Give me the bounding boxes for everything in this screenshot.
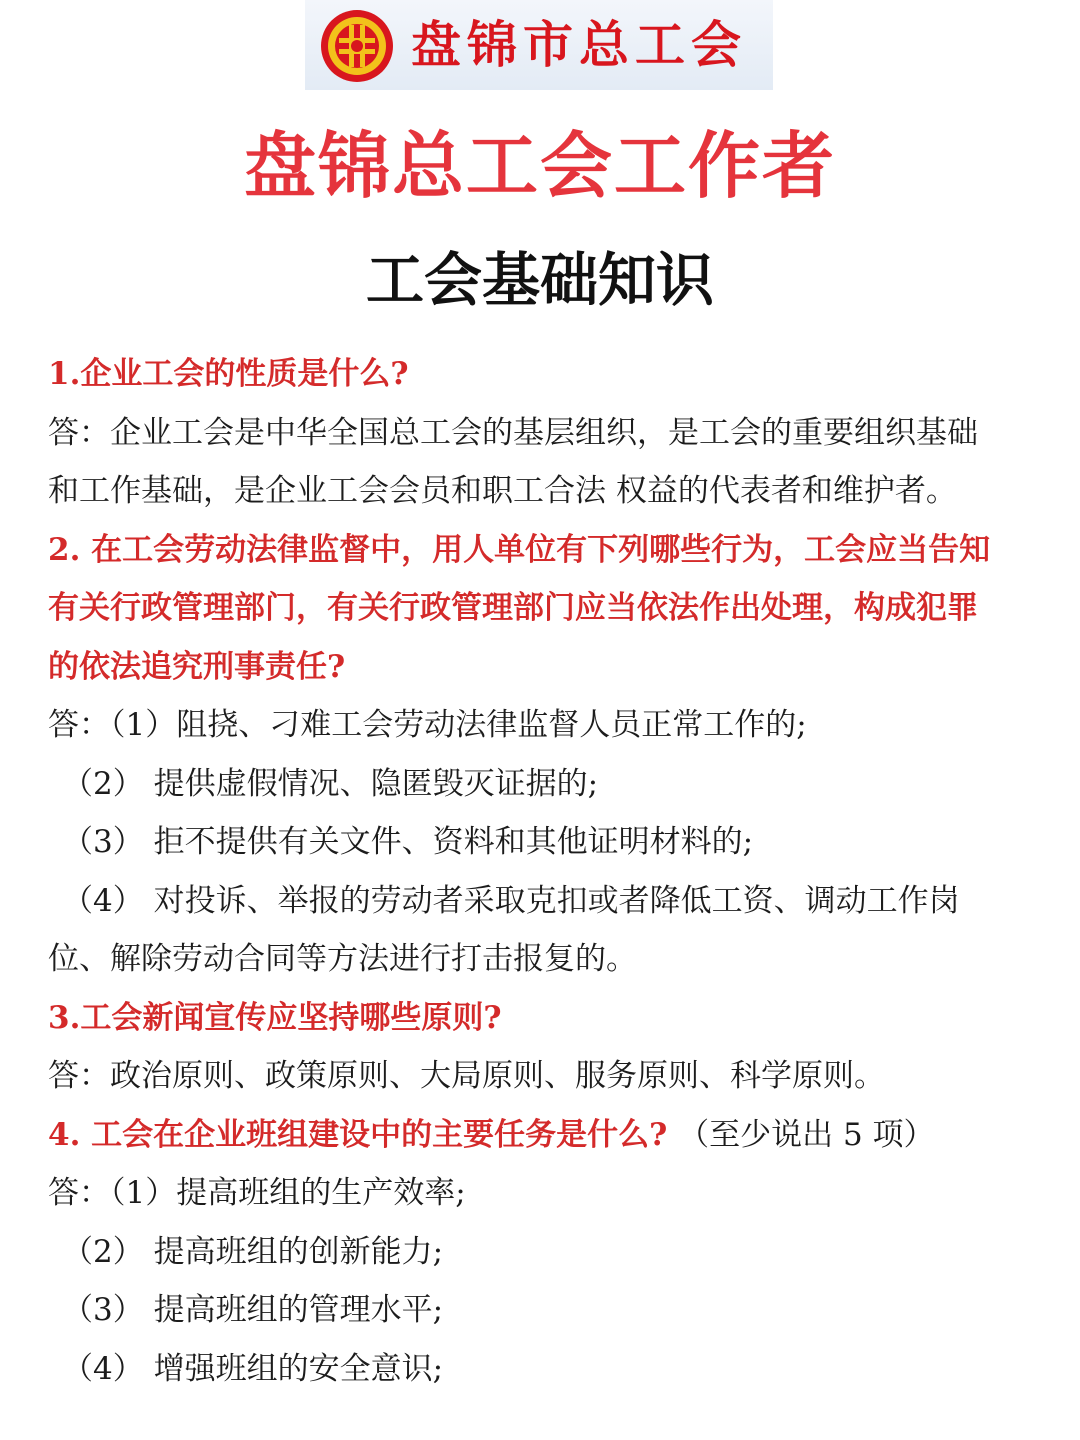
page-title: 盘锦总工会工作者 bbox=[243, 124, 836, 208]
answer-2-line-1: 答：（1）阻挠、刁难工会劳动法律监督人员正常工作的; bbox=[48, 707, 807, 743]
question-4-text: 4. 工会在企业班组建设中的主要任务是什么? bbox=[48, 1116, 668, 1153]
question-3: 3.工会新闻宣传应坚持哪些原则? bbox=[48, 999, 502, 1036]
answer-2-line-4: （4） 对投诉、举报的劳动者采取克扣或者降低工资、调动工作岗 bbox=[62, 882, 960, 919]
question-2-line-3: 的依法追究刑事责任? bbox=[48, 648, 346, 685]
answer-4-line-1: 答：（1）提高班组的生产效率; bbox=[48, 1175, 466, 1211]
answer-2-line-2: （2） 提供虚假情况、隐匿毁灭证据的; bbox=[62, 765, 599, 802]
org-banner bbox=[305, 0, 773, 90]
answer-4-line-4: （4） 增强班组的安全意识; bbox=[62, 1350, 444, 1387]
answer-3: 答：政治原则、政策原则、大局原则、服务原则、科学原则。 bbox=[48, 1058, 885, 1094]
answer-1-line-2: 和工作基础，是企业工会会员和职工合法 权益的代表者和维护者。 bbox=[48, 473, 957, 509]
answer-4-line-2: （2） 提高班组的创新能力; bbox=[62, 1233, 444, 1270]
page-subtitle: 工会基础知识 bbox=[365, 246, 714, 314]
answer-1-line-1: 答：企业工会是中华全国总工会的基层组织，是工会的重要组织基础 bbox=[48, 414, 978, 451]
question-4-note: （至少说出 5 项） bbox=[678, 1116, 935, 1153]
question-1: 1.企业工会的性质是什么? bbox=[48, 356, 409, 392]
qa-content bbox=[48, 345, 1038, 1398]
question-2-line-1: 2. 在工会劳动法律监督中，用人单位有下列哪些行为，工会应当告知 bbox=[48, 531, 991, 568]
answer-4-line-3: （3） 提高班组的管理水平; bbox=[62, 1292, 444, 1328]
answer-2-line-3: （3） 拒不提供有关文件、资料和其他证明材料的; bbox=[62, 824, 754, 860]
org-name: 盘锦市总工会 bbox=[411, 16, 747, 74]
question-4 bbox=[48, 1106, 1038, 1165]
answer-2-line-5: 位、解除劳动合同等方法进行打击报复的。 bbox=[48, 941, 637, 977]
question-2-line-2: 有关行政管理部门，有关行政管理部门应当依法作出处理，构成犯罪 bbox=[48, 590, 978, 626]
trade-union-emblem-icon bbox=[319, 8, 395, 84]
